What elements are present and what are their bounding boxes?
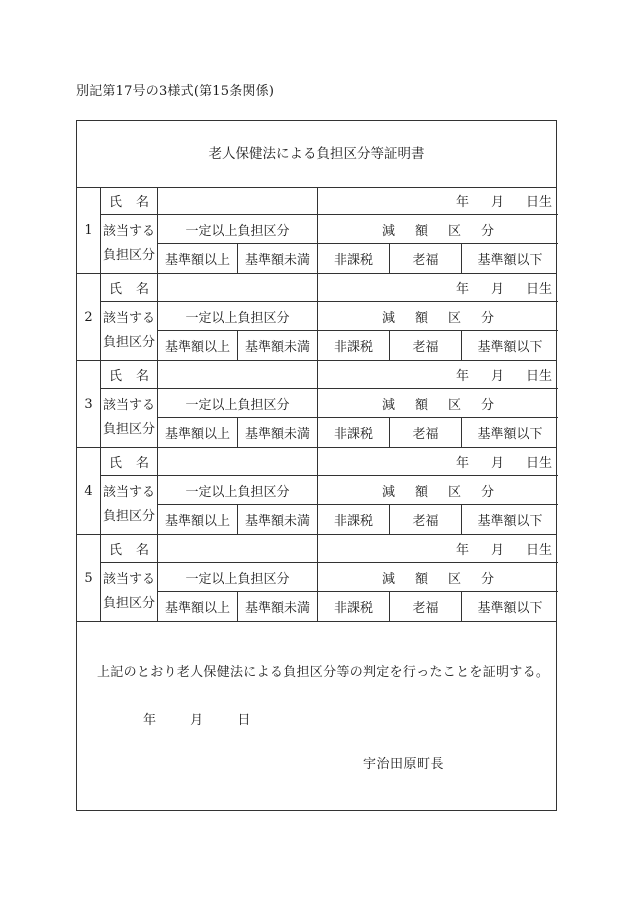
option-elderly-welfare[interactable]: 老福	[390, 592, 462, 621]
option-below-standard[interactable]: 基準額未満	[238, 418, 318, 447]
reduction-char: 額	[414, 571, 428, 587]
birth-year-label: 年	[455, 282, 469, 297]
reduction-char: 減	[381, 310, 395, 326]
name-label	[101, 448, 163, 476]
option-at-or-below-standard[interactable]: 基準額以下	[477, 427, 543, 442]
reduction-header	[318, 389, 558, 418]
reduction-char: 額	[414, 310, 428, 326]
option-tax-exempt[interactable]: 非課税	[318, 592, 390, 621]
birth-month-label: 月	[490, 456, 504, 471]
birth-year-label: 年	[455, 369, 469, 384]
category-label	[101, 389, 158, 447]
birth-year-label: 年	[455, 195, 469, 210]
option-above-standard[interactable]: 基準額以上	[158, 592, 238, 621]
entry-block	[77, 187, 556, 274]
birth-month-label: 月	[490, 543, 504, 558]
reduction-char: 分	[481, 223, 495, 239]
reduction-char: 額	[414, 223, 428, 239]
name-field[interactable]	[158, 535, 318, 563]
option-below-standard[interactable]: 基準額未満	[238, 592, 318, 621]
birth-date-field[interactable]	[318, 361, 558, 389]
category-label	[101, 302, 158, 360]
option-at-or-below-standard[interactable]: 基準額以下	[477, 601, 543, 616]
birth-day-label: 日生	[525, 543, 552, 558]
reduction-char: 分	[481, 484, 495, 500]
name-field[interactable]	[158, 274, 318, 302]
reduction-char: 区	[448, 310, 462, 326]
reduction-char: 額	[414, 397, 428, 413]
category-label-line1: 該当する	[102, 572, 155, 587]
certification-statement: 上記のとおり老人保健法による負担区分等の判定を行ったことを証明する。	[97, 665, 550, 680]
name-label	[101, 187, 163, 215]
reduction-char: 分	[481, 397, 495, 413]
entry-block	[77, 448, 556, 535]
option-above-standard[interactable]: 基準額以上	[158, 331, 238, 360]
form-title: 老人保健法による負担区分等証明書	[77, 121, 556, 188]
option-at-or-below-standard[interactable]: 基準額以下	[477, 514, 543, 529]
option-elderly-welfare[interactable]: 老福	[390, 418, 462, 447]
form-caption: 別記第17号の3様式(第15条関係)	[76, 84, 275, 99]
reduction-char: 区	[448, 397, 462, 413]
reduction-char: 区	[448, 571, 462, 587]
reduction-char: 減	[381, 484, 395, 500]
category-label-line1: 該当する	[102, 311, 155, 326]
category-label-line2: 負担区分	[102, 596, 155, 611]
option-tax-exempt[interactable]: 非課税	[318, 244, 390, 273]
name-field[interactable]	[158, 361, 318, 389]
option-tax-exempt[interactable]: 非課税	[318, 331, 390, 360]
option-above-standard[interactable]: 基準額以上	[158, 418, 238, 447]
birth-year-label: 年	[455, 456, 469, 471]
entry-block	[77, 361, 556, 448]
name-label-text: 氏名	[108, 456, 163, 471]
name-label	[101, 361, 163, 389]
option-below-standard[interactable]: 基準額未満	[238, 505, 318, 534]
birth-date-field[interactable]	[318, 187, 558, 215]
category-label	[101, 563, 158, 621]
category-label-line2: 負担区分	[102, 422, 155, 437]
name-label-text: 氏名	[108, 195, 163, 210]
name-field[interactable]	[158, 187, 318, 215]
category-label-line1: 該当する	[102, 398, 155, 413]
category-label	[101, 215, 158, 273]
reduction-header	[318, 302, 558, 331]
entry-number: 5	[77, 535, 101, 621]
birth-day-label: 日生	[525, 369, 552, 384]
option-at-or-below-standard[interactable]: 基準額以下	[477, 340, 543, 355]
category-label-line1: 該当する	[102, 224, 155, 239]
fixed-burden-header: 一定以上負担区分	[158, 389, 318, 418]
birth-day-label: 日生	[525, 456, 552, 471]
birth-month-label: 月	[490, 369, 504, 384]
category-label	[101, 476, 158, 534]
fixed-burden-header: 一定以上負担区分	[158, 215, 318, 244]
fixed-burden-header: 一定以上負担区分	[158, 563, 318, 592]
date-month-label: 月	[190, 713, 204, 728]
option-elderly-welfare[interactable]: 老福	[390, 505, 462, 534]
option-above-standard[interactable]: 基準額以上	[158, 244, 238, 273]
option-elderly-welfare[interactable]: 老福	[390, 331, 462, 360]
name-label-text: 氏名	[108, 369, 163, 384]
signer-title: 宇治田原町長	[363, 757, 445, 772]
fixed-burden-header: 一定以上負担区分	[158, 302, 318, 331]
reduction-header	[318, 563, 558, 592]
entry-number: 1	[77, 187, 101, 273]
issue-date	[143, 709, 280, 728]
birth-month-label: 月	[490, 282, 504, 297]
name-label-text: 氏名	[108, 543, 163, 558]
reduction-char: 分	[481, 571, 495, 587]
reduction-char: 額	[414, 484, 428, 500]
option-elderly-welfare[interactable]: 老福	[390, 244, 462, 273]
reduction-char: 減	[381, 223, 395, 239]
certificate-form	[76, 120, 557, 811]
birth-date-field[interactable]	[318, 448, 558, 476]
reduction-char: 区	[448, 223, 462, 239]
birth-year-label: 年	[455, 543, 469, 558]
name-label	[101, 535, 163, 563]
reduction-char: 区	[448, 484, 462, 500]
option-below-standard[interactable]: 基準額未満	[238, 244, 318, 273]
entry-number: 4	[77, 448, 101, 534]
reduction-header	[318, 215, 558, 244]
entry-number: 3	[77, 361, 101, 447]
birth-day-label: 日生	[525, 282, 552, 297]
birth-month-label: 月	[490, 195, 504, 210]
category-label-line2: 負担区分	[102, 248, 155, 263]
category-label-line2: 負担区分	[102, 335, 155, 350]
birth-day-label: 日生	[525, 195, 552, 210]
option-tax-exempt[interactable]: 非課税	[318, 505, 390, 534]
category-label-line2: 負担区分	[102, 509, 155, 524]
fixed-burden-header: 一定以上負担区分	[158, 476, 318, 505]
birth-date-field[interactable]	[318, 535, 558, 563]
entry-block	[77, 535, 556, 622]
entry-block	[77, 274, 556, 361]
option-tax-exempt[interactable]: 非課税	[318, 418, 390, 447]
category-label-line1: 該当する	[102, 485, 155, 500]
reduction-char: 分	[481, 310, 495, 326]
name-field[interactable]	[158, 448, 318, 476]
option-at-or-below-standard[interactable]: 基準額以下	[477, 253, 543, 268]
entry-number: 2	[77, 274, 101, 360]
name-label	[101, 274, 163, 302]
option-below-standard[interactable]: 基準額未満	[238, 331, 318, 360]
reduction-header	[318, 476, 558, 505]
date-day-label: 日	[237, 713, 251, 728]
birth-date-field[interactable]	[318, 274, 558, 302]
date-year-label: 年	[143, 713, 157, 728]
option-above-standard[interactable]: 基準額以上	[158, 505, 238, 534]
name-label-text: 氏名	[108, 282, 163, 297]
reduction-char: 減	[381, 397, 395, 413]
reduction-char: 減	[381, 571, 395, 587]
